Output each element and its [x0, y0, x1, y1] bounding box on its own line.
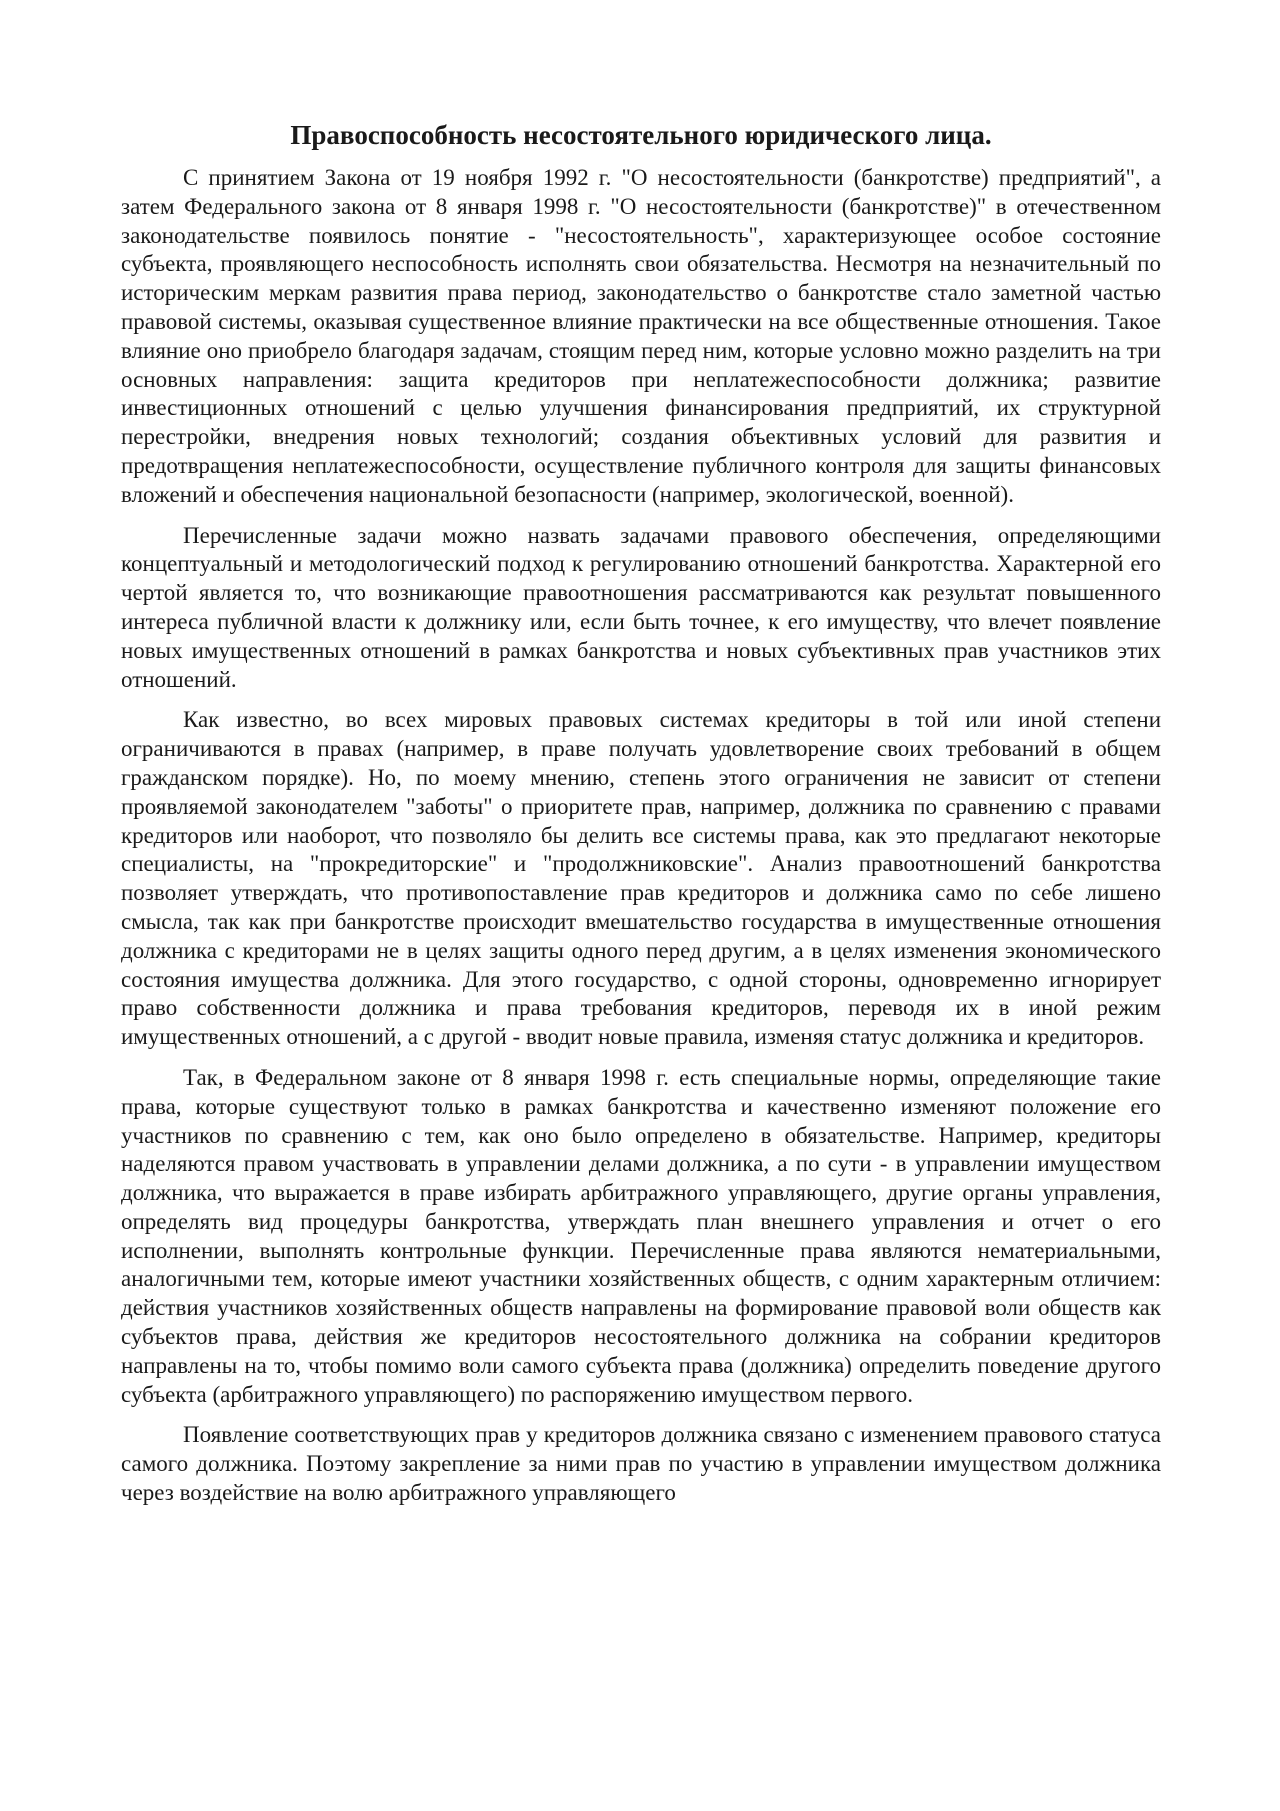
- document-title: Правоспособность несостоятельного юридического лица.: [290, 120, 992, 150]
- document-page: [121, 118, 1161, 1520]
- paragraph: Так, в Федеральном законе от 8 января 1998 г. есть специальные нормы, определяющие такие права, которые существуют только в рамках банкротства и качественно изменяют положение его участников по сравнению с тем, как оно было определено в обязательстве. Например, кредиторы наделяются правом участвовать в управлении делами должника, а по сути - в управлении имуществом должника, что выражается в праве избирать арбитражного управляющего, другие органы управления, определять вид процедуры банкротства, утверждать план внешнего управления и отчет о его исполнении, выполнять контрольные функции. Перечисленные права являются нематериальными, аналогичными тем, которые имеют участники хозяйственных обществ, с одним характерным отличием: действия участников хозяйственных обществ направлены на формирование правовой воли обществ как субъектов права, действия же кредиторов несостоятельного должника на собрании кредиторов направлены на то, чтобы помимо воли самого субъекта права (должника) определить поведение другого субъекта (арбитражного управляющего) по распоряжению имуществом первого.: [121, 1064, 1161, 1407]
- paragraph: Появление соответствующих прав у кредиторов должника связано с изменением правового статуса самого должника. Поэтому закрепление за ними прав по участию в управлении имуществом должника через воздействие на волю арбитражного управляющего: [121, 1422, 1161, 1506]
- paragraph: Как известно, во всех мировых правовых системах кредиторы в той или иной степени ограничиваются в правах (например, в праве получать удовлетворение своих требований в общем гражданском порядке). Но, по моему мнению, степень этого ограничения не зависит от степени проявляемой законодателем "заботы" о приоритете прав, например, должника по сравнению с правами кредиторов или наоборот, что позволяло бы делить все системы права, как это предлагают некоторые специалисты, на "прокредиторские" и "продолжниковские". Анализ правоотношений банкротства позволяет утверждать, что противопоставление прав кредиторов и должника само по себе лишено смысла, так как при банкротстве происходит вмешательство государства в имущественные отношения должника с кредиторами не в целях защиты одного перед другим, а в целях изменения экономического состояния имущества должника. Для этого государство, с одной стороны, одновременно игнорирует право собственности должника и права требования кредиторов, переводя их в иной режим имущественных отношений, а с другой - вводит новые правила, изменяя статус должника и кредиторов.: [121, 707, 1161, 1050]
- paragraph: Перечисленные задачи можно назвать задачами правового обеспечения, определяющими концептуальный и методологический подход к регулированию отношений банкротства. Характерной его чертой является то, что возникающие правоотношения рассматриваются как результат повышенного интереса публичной власти к должнику или, если быть точнее, к его имуществу, что влечет появление новых имущественных отношений в рамках банкротства и новых субъективных прав участников этих отношений.: [121, 522, 1161, 692]
- paragraph: С принятием Закона от 19 ноября 1992 г. "О несостоятельности (банкротстве) предприятий", а затем Федерального закона от 8 января 1998 г. "О несостоятельности (банкротстве)" в отечественном законодательстве появилось понятие - "несостоятельность", характеризующее особое состояние субъекта, проявляющего неспособность исполнять свои обязательства. Несмотря на незначительный по историческим меркам развития права период, законодательство о банкротстве стало заметной частью правовой системы, оказывая существенное влияние практически на все общественные отношения. Такое влияние оно приобрело благодаря задачам, стоящим перед ним, которые условно можно разделить на три основных направления: защита кредиторов при неплатежеспособности должника; развитие инвестиционных отношений с целью улучшения финансирования предприятий, их структурной перестройки, внедрения новых технологий; создания объективных условий для развития и предотвращения неплатежеспособности, осуществление публичного контроля для защиты финансовых вложений и обеспечения национальной безопасности (например, экологической, военной).: [121, 165, 1161, 507]
